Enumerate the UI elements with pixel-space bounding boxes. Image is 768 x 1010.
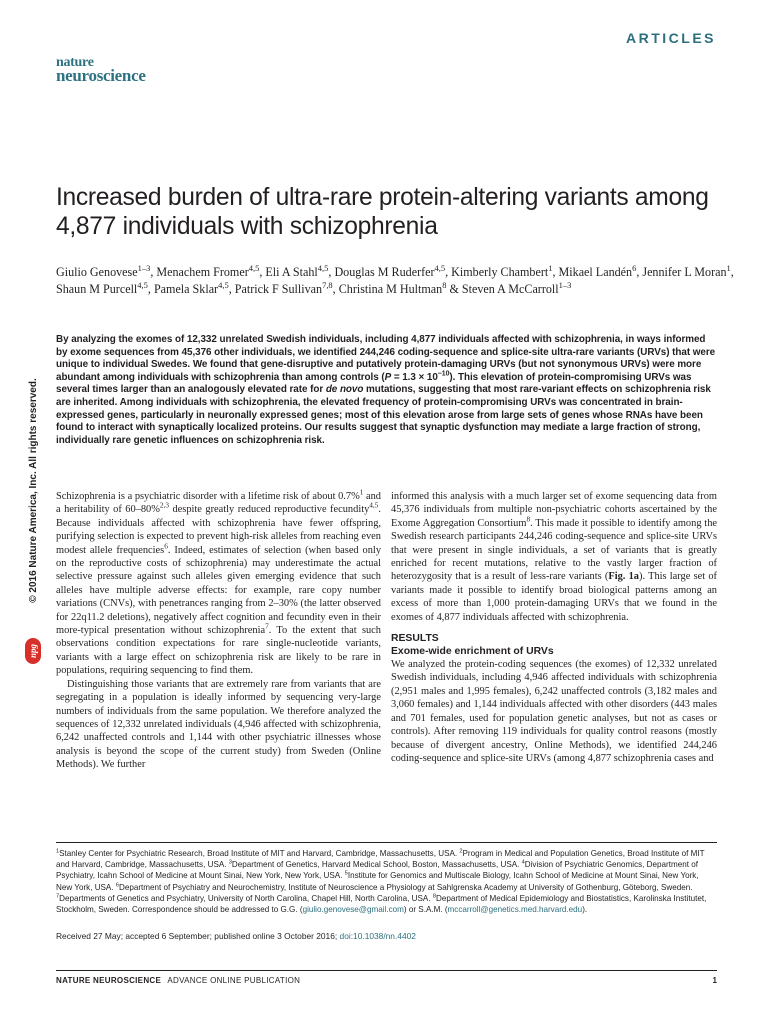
body-paragraph: Distinguishing those variants that are extremely rare from variants that are segregating in a population is ideally informed by sequencing very-large numbers of individuals from the same population. We therefore analyzed the sequences of 12,332 unrelated individuals (4,946 affected with schizophrenia, 6,242 unaffected controls and 1,144 with other psychiatric illnesses whose analysis is beyond the scope of the current study) from Sweden (Online Methods). We further: [56, 678, 381, 771]
npg-logo-badge: [25, 638, 41, 664]
author-affiliation: 7,8: [322, 279, 333, 290]
footer-journal-name: NATURE NEUROSCIENCE: [56, 976, 162, 985]
author-affiliation: 8: [442, 279, 447, 290]
logo-line-neuroscience: neuroscience: [56, 66, 146, 85]
author-affiliation: 1–3: [137, 262, 151, 273]
author-name: Shaun M Purcell: [56, 282, 138, 296]
author-name: Menachem Fromer: [156, 265, 249, 279]
footnote-divider: [56, 842, 717, 843]
author-affiliation: 1: [726, 262, 731, 273]
author-name: Mikael Landén: [558, 265, 633, 279]
article-title: Increased burden of ultra-rare protein-altering variants among 4,877 individuals with schizophrenia: [56, 184, 709, 240]
page-number: 1: [712, 976, 717, 985]
results-subheading: Exome-wide enrichment of URVs: [391, 646, 554, 658]
author-affiliation: 4,5: [317, 262, 329, 273]
received-dates: [56, 931, 717, 941]
body-paragraph: informed this analysis with a much larger set of exome sequencing data from 45,376 individuals from multiple non-psychiatric cohorts ascertained by the Exome Aggregation Consortium$^8$. This made it possible to identify among the Swedish research participants 244,246 coding-sequence and splice-site URVs that were present in single individuals, a set of variants that is greatly enriched for recent mutations, relative to the vastly larger fraction of heterozygosity that is a result of less-rare variants (Fig. 1a). This large set of variants made it possible to identify broad biological patterns among an excess of more than 1,000 protein-damaging URVs that we found in the exomes of 4,877 individuals affected with schizophrenia.: [391, 491, 718, 623]
author-name: Steven A McCarroll: [461, 282, 559, 296]
author-list: Giulio Genovese$^{1-3}$, Menachem Fromer$^{4,5}$, Eli A Stahl$^{4,5}$, Douglas M Ruderfer$^{4,5}$, Kimberly Chambert$^1$, Mikael Landén$^6$, Jennifer L Moran$^1$, Shaun M Purcell$^{4,5}$, Pamela Sklar$^{4,5}$, Patrick F Sullivan$^{7,8}$, Christina M Hultman$^8$ & Steven A McCarroll$^{1-3}$: [56, 262, 734, 296]
author-affiliation: 4,5: [218, 279, 229, 290]
copyright-notice: [26, 345, 40, 635]
author-affiliation: 4,5: [137, 279, 148, 290]
received-text: Received 27 May; accepted 6 September; published online 3 October 2016;: [56, 931, 340, 941]
body-column-left: [56, 490, 381, 772]
body-paragraph: Schizophrenia is a psychiatric disorder with a lifetime risk of about 0.7%$^1$ and a heritability of 60–80%$^{2,3}$ despite greatly reduced reproductive fecundity$^{4,5}$. Because individuals affected with schizophrenia have fewer offspring, purifying selection is expected to prevent high-risk alleles from reaching even modest allele frequencies$^6$. Indeed, estimates of selection (when based only on the reproductive costs of schizophrenia) may underestimate the actual selective pressure against such alleles given emerging evidence that such alleles have multiple adverse effects: for example, rare copy number variations (CNVs), with penetrances ranging from 2–30% (the latter observed for 22q11.2 deletions), negatively affect cognition and fecundity even in their more-typical presentation without schizophrenia$^7$. To the extent that such observations condition expectations for rare single-nucleotide variants, variants with a large effect on schizophrenia risk are likely to be rare in populations, requiring sequencing to find them.: [56, 488, 382, 677]
body-column-right: [391, 490, 717, 765]
logo-line-nature: nature: [56, 55, 94, 70]
author-affiliation: 6: [632, 262, 637, 273]
results-heading: RESULTS: [391, 633, 439, 645]
author-name: Kimberly Chambert: [451, 265, 549, 279]
author-name: Patrick F Sullivan: [234, 282, 323, 296]
journal-logo: [56, 55, 146, 85]
footer-publication-label: ADVANCE ONLINE PUBLICATION: [167, 976, 301, 985]
npg-badge-text: npg: [27, 643, 38, 659]
section-label: ARTICLES: [626, 30, 716, 46]
author-name: Jennifer L Moran: [642, 265, 727, 279]
author-affiliation: 4,5: [248, 262, 260, 273]
footer-divider: [56, 970, 717, 971]
page-footer: [56, 976, 717, 985]
author-name: Giulio Genovese: [56, 265, 138, 279]
affiliation-footnotes: $^1$Stanley Center for Psychiatric Research, Broad Institute of MIT and Harvard, Cambridge, Massachusetts, USA. $^2$Program in Medical and Population Genetics, Broad Institute of MIT and Harvard, Cambridge, Massachusetts, USA. $^3$Department of Genetics, Harvard Medical School, Boston, Massachusetts, USA. $^4$Division of Psychiatric Genomics, Department of Psychiatry, Icahn School of Medicine at Mount Sinai, New York, New York, USA. $^5$Institute for Genomics and Multiscale Biology, Icahn School of Medicine at Mount Sinai, New York, New York, USA. $^6$Department of Psychiatry and Neurochemistry, Institute of Neuroscience a Physiology at Sahlgrenska Academy at University of Gothenburg, Göteborg, Sweden. $^7$Departments of Genetics and Psychiatry, University of North Carolina, Chapel Hill, North Carolina, USA. $^8$Department of Medical Epidemiology and Biostatistics, Karolinska Institutet, Stockholm, Sweden. Correspondence should be addressed to G.G. (giulio.genovese@gmail.com) or S.A.M. (mccarroll@genetics.med.harvard.edu).: [56, 848, 707, 915]
author-name: Pamela Sklar: [153, 282, 219, 296]
author-affiliation: 1: [548, 262, 553, 273]
author-affiliation: 1–3: [558, 279, 572, 290]
author-affiliation: 4,5: [434, 262, 446, 273]
author-name: Douglas M Ruderfer: [334, 265, 435, 279]
author-name: Christina M Hultman: [338, 282, 443, 296]
author-name: Eli A Stahl: [265, 265, 318, 279]
copyright-text: © 2016 Nature America, Inc. All rights reserved.: [27, 377, 39, 603]
doi-link[interactable]: doi:10.1038/nn.4402: [339, 931, 416, 941]
body-paragraph: We analyzed the protein-coding sequences (the exomes) of 12,332 unrelated Swedish individuals, including 4,946 affected individuals with schizophrenia (2,951 males and 1,995 females), 6,242 unaffected controls (3,182 males and 3,060 females) and 1,144 individuals affected with other disorders (443 males and 701 females, used for population genetic analyses, but not as cases or controls). After removing 119 individuals for quality control reasons (mostly because of divergent ancestry, Online Methods), we identified 244,246 coding-sequence and splice-site URVs (among 4,877 schizophrenia cases and: [391, 659, 717, 764]
abstract: By analyzing the exomes of 12,332 unrelated Swedish individuals, including 4,877 individuals affected with schizophrenia, in ways informed by exome sequences from 45,376 other individuals, we identified 244,246 coding-sequence and splice-site ultra-rare variants (URVs) that were unique to individual Swedes. We found that gene-disruptive and putatively protein-damaging URVs (but not synonymous URVs) were more abundant among individuals with schizophrenia than among controls $(P = 1.3 \times 10^{-10})$. This elevation of protein-compromising URVs was several times larger than an analogously elevated rate for de novo mutations, suggesting that most rare-variant effects on schizophrenia risk are inherited. Among individuals with schizophrenia, the elevated frequency of protein-compromising URVs was concentrated in brain-expressed genes, particularly in neuronally expressed genes; most of this elevation arose from large sets of genes whose RNAs have been found to interact with synaptically localized proteins. Our results suggest that synaptic dysfunction may mediate a large fraction of strong, individually rare genetic influences on schizophrenia risk.: [56, 334, 716, 446]
